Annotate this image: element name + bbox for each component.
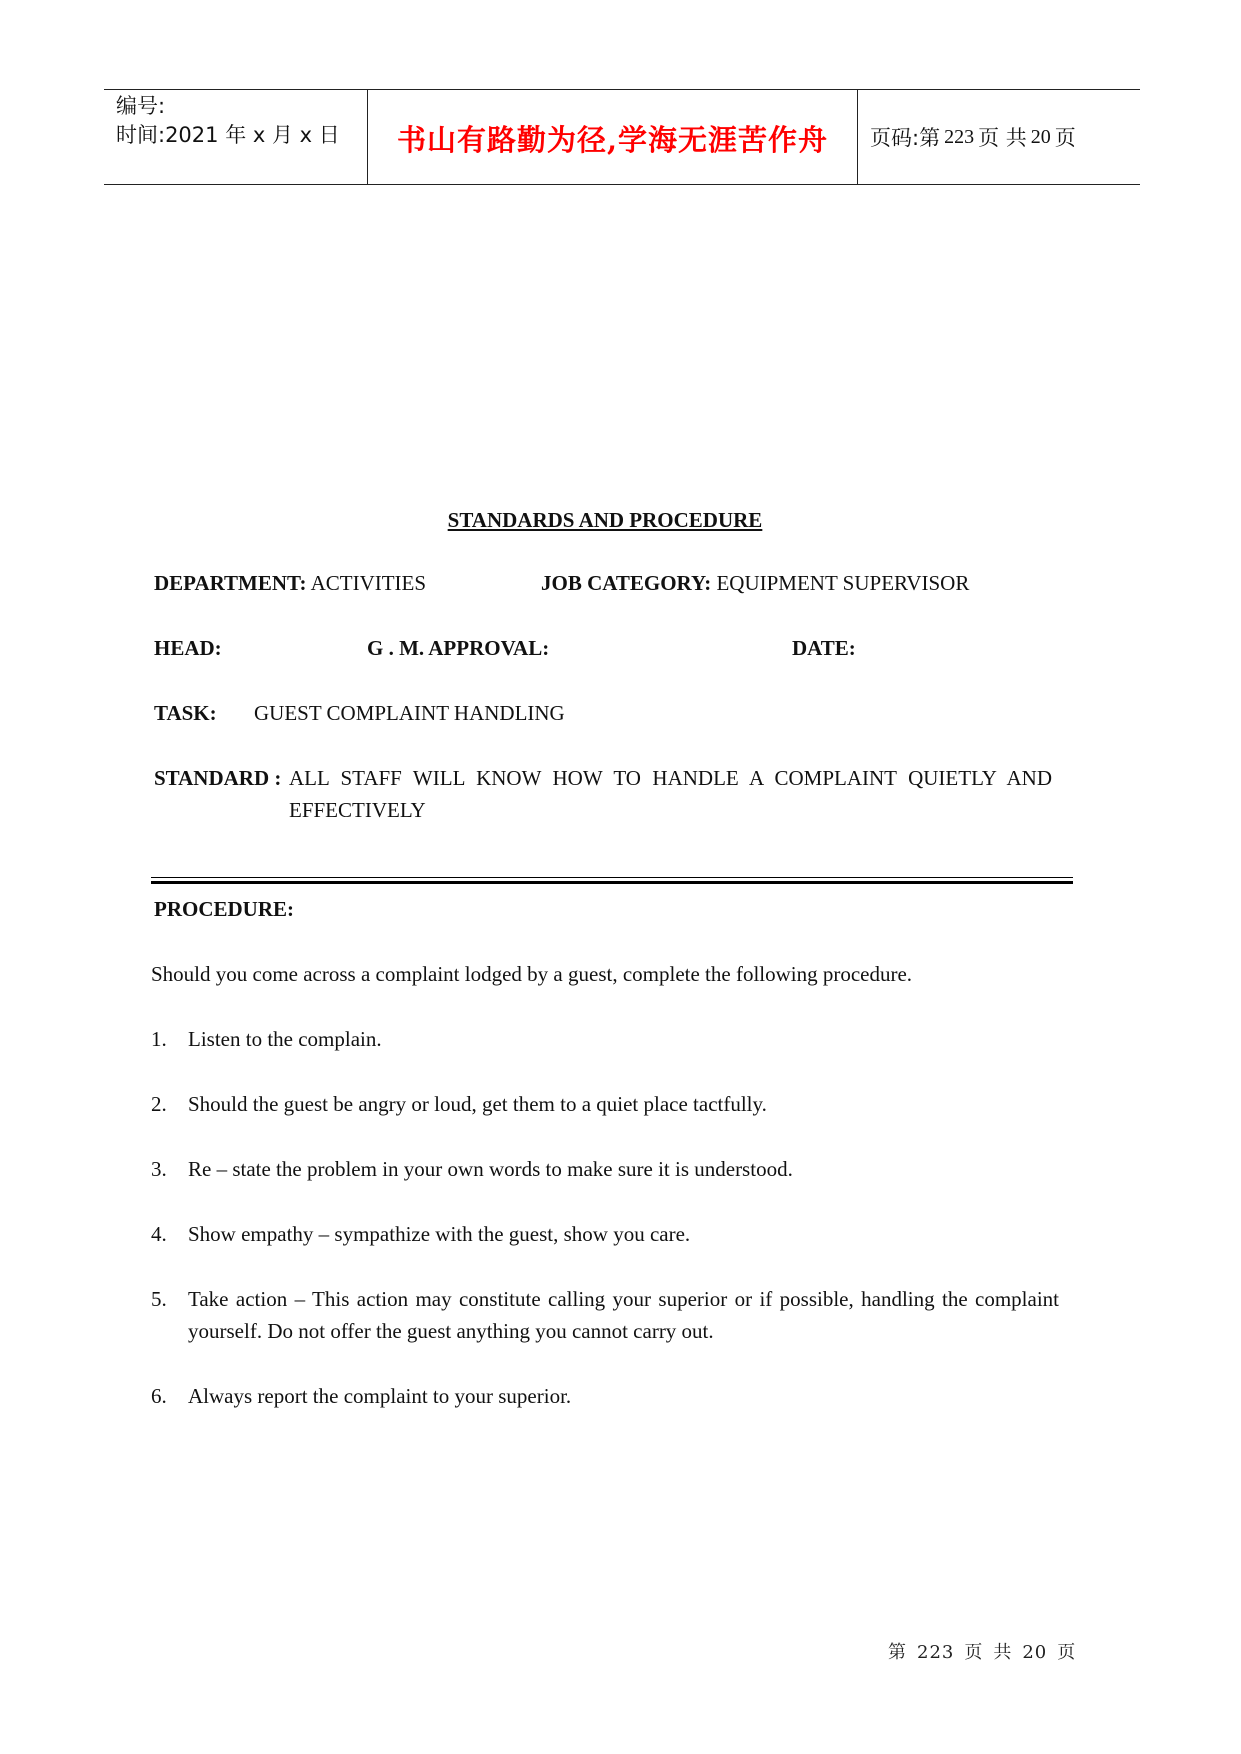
standard-value-line1: ALL STAFF WILL KNOW HOW TO HANDLE A COMPLAINT QUIETLY AND <box>289 766 1052 790</box>
department-label: DEPARTMENT: <box>154 571 307 595</box>
footer-current: 223 <box>917 1642 955 1663</box>
page-header <box>104 89 1140 185</box>
step-text: Take action – This action may constitute calling your superior or if possible, handling the complaint yourself. Do not offer the guest anything you cannot carry out. <box>188 1287 1059 1343</box>
list-item <box>151 1283 1059 1347</box>
task-value: GUEST COMPLAINT HANDLING <box>254 701 565 725</box>
page-label: 页码:第 <box>870 126 941 150</box>
list-item <box>151 1380 1059 1412</box>
procedure-intro: Should you come across a complaint lodged by a guest, complete the following procedure. <box>151 962 913 986</box>
page-mid-label: 页 共 <box>978 126 1027 150</box>
section-divider-thick <box>151 881 1073 884</box>
list-item <box>151 1088 1059 1120</box>
step-number: 6. <box>151 1384 167 1408</box>
step-number: 2. <box>151 1092 167 1116</box>
step-number: 1. <box>151 1027 167 1051</box>
list-item <box>151 1023 1059 1055</box>
header-motto-cell <box>368 90 858 184</box>
step-text: Show empathy – sympathize with the guest, show you care. <box>188 1222 691 1246</box>
department-row <box>154 571 426 596</box>
step-text: Always report the complaint to your superior. <box>188 1384 572 1408</box>
number-label: 编号: <box>116 94 166 118</box>
header-page-cell <box>858 90 1140 184</box>
standard-value-line2: EFFECTIVELY <box>289 798 426 822</box>
job-category-value: EQUIPMENT SUPERVISOR <box>716 571 970 595</box>
page-current: 223 <box>944 125 975 148</box>
job-category-row <box>541 571 969 596</box>
footer-prefix: 第 <box>888 1642 907 1663</box>
step-text: Should the guest be angry or loud, get them to a quiet place tactfully. <box>188 1092 767 1116</box>
time-label: 时间:2021 年 x 月 x 日 <box>116 123 340 147</box>
step-number: 5. <box>151 1287 167 1311</box>
date-label: DATE: <box>792 636 856 660</box>
footer-mid2: 共 <box>993 1642 1013 1663</box>
step-text: Re – state the problem in your own words to make sure it is understood. <box>188 1157 793 1181</box>
standard-label: STANDARD : <box>154 766 282 790</box>
list-item <box>151 1218 1059 1250</box>
gm-approval-label: G . M. APPROVAL: <box>367 636 550 660</box>
department-value: ACTIVITIES <box>310 571 427 595</box>
motto-text: 书山有路勤为径,学海无涯苦作舟 <box>396 122 829 157</box>
step-text: Listen to the complain. <box>188 1027 382 1051</box>
list-item <box>151 1153 1059 1185</box>
job-category-label: JOB CATEGORY: <box>541 571 712 595</box>
page-footer <box>888 1638 1076 1664</box>
footer-total: 20 <box>1022 1642 1048 1663</box>
page-end-label: 页 <box>1054 126 1076 150</box>
document-title: STANDARDS AND PROCEDURE <box>447 508 763 532</box>
page-total: 20 <box>1030 125 1051 148</box>
footer-suffix: 页 <box>1057 1642 1077 1663</box>
header-meta-cell <box>104 90 368 184</box>
head-label: HEAD: <box>154 636 222 660</box>
procedure-label: PROCEDURE: <box>154 897 294 921</box>
step-number: 4. <box>151 1222 167 1246</box>
task-label: TASK: <box>154 701 217 725</box>
section-divider-thin <box>151 877 1073 878</box>
step-number: 3. <box>151 1157 167 1181</box>
footer-mid1: 页 <box>964 1642 984 1663</box>
